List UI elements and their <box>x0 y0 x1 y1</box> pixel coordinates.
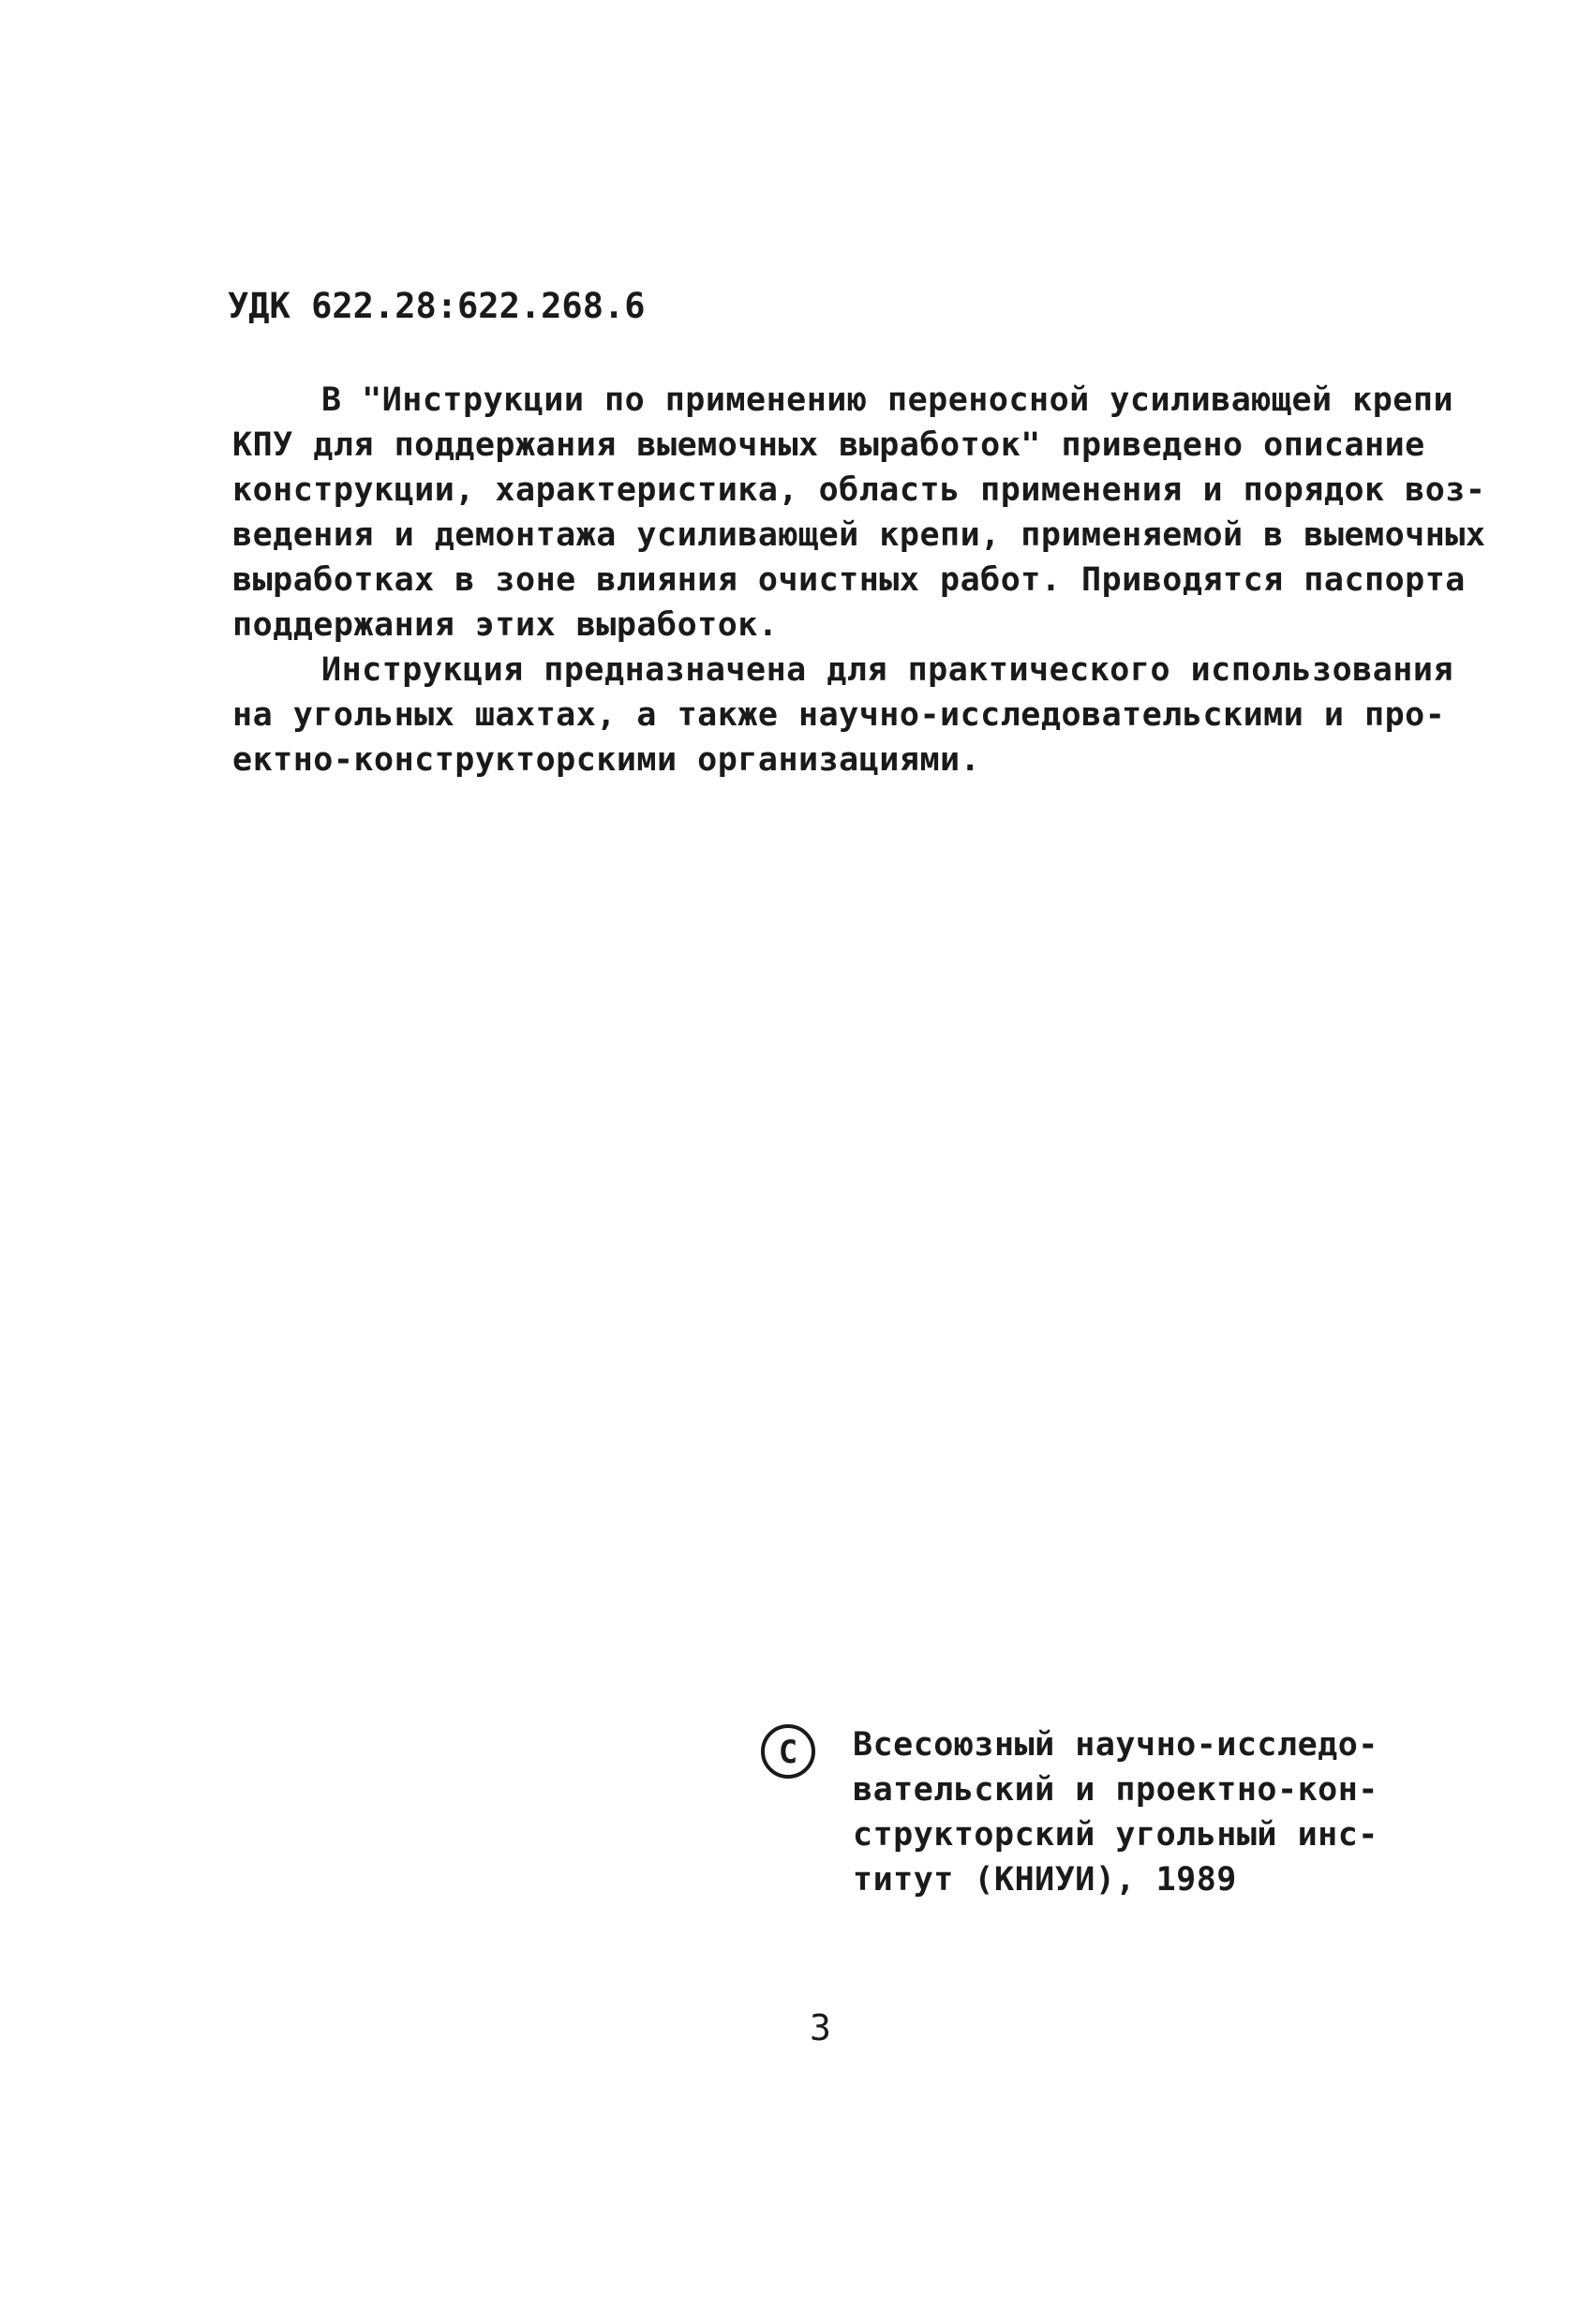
copyright-line: структорский угольный инс- <box>853 1816 1378 1854</box>
copyright-block <box>759 1722 1378 1938</box>
page-number: 3 <box>810 2007 831 2048</box>
abstract-line: конструкции, характеристика, область применения и порядок воз- <box>232 471 1486 509</box>
abstract-line: выработках в зоне влияния очистных работ. Приводятся паспорта <box>232 561 1466 599</box>
abstract-line: ведения и демонтажа усиливающей крепи, применяемой в выемочных <box>232 516 1486 554</box>
abstract-line: Инструкция предназначена для практического использования <box>321 651 1454 689</box>
copyright-line: Всесоюзный научно-исследо- <box>853 1726 1378 1764</box>
abstract-line: на угольных шахтах, а также научно-исследовательскими и про- <box>232 696 1446 734</box>
abstract-line: КПУ для поддержания выемочных выработок" приведено описание <box>232 426 1425 464</box>
copyright-symbol: C <box>778 1734 798 1771</box>
abstract-line: В "Инструкции по применению переносной усиливающей крепи <box>321 381 1454 419</box>
abstract-line: поддержания этих выработок. <box>232 606 779 644</box>
copyright-icon <box>759 1722 817 1780</box>
copyright-line: титут (КНИУИ), 1989 <box>853 1861 1237 1899</box>
abstract-line: ектно-конструкторскими организациями. <box>232 741 981 779</box>
copyright-line: вательский и проектно-кон- <box>853 1771 1378 1809</box>
udk-code: УДК 622.28:622.268.6 <box>228 286 646 326</box>
